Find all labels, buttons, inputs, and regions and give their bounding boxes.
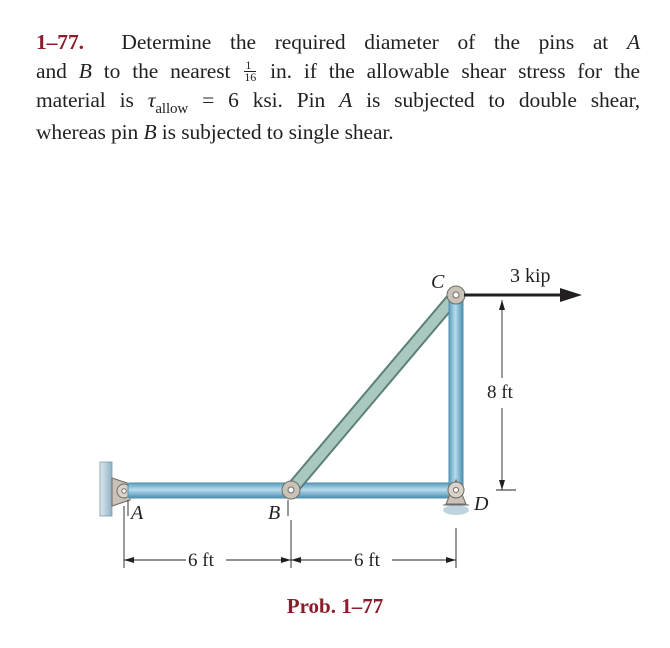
label-A: A bbox=[131, 502, 144, 524]
problem-text-segment: is subjected to single shear. bbox=[161, 120, 394, 144]
span-right-label: 6 ft bbox=[354, 550, 380, 571]
label-B: B bbox=[268, 502, 281, 524]
problem-number: 1–77. bbox=[36, 30, 84, 54]
variable-A: A bbox=[626, 30, 640, 54]
diagonal-member-BC bbox=[291, 295, 456, 490]
span-dimension bbox=[124, 506, 456, 568]
span-left-label: 6 ft bbox=[188, 550, 214, 571]
figure-caption: Prob. 1–77 bbox=[286, 594, 384, 618]
vertical-member-CD bbox=[449, 294, 463, 489]
variable-A: A bbox=[339, 88, 353, 112]
problem-text-segment: material is bbox=[36, 88, 134, 112]
problem-text-segment: is subjected to double shear, bbox=[366, 88, 641, 112]
tau-symbol: τ bbox=[147, 88, 156, 112]
label-C: C bbox=[431, 271, 445, 293]
height-dimension-label: 8 ft bbox=[487, 382, 513, 403]
fraction-denominator: 16 bbox=[244, 69, 257, 84]
fraction-numerator: 1 bbox=[244, 60, 256, 72]
problem-text-segment: whereas pin bbox=[36, 120, 139, 144]
problem-text-segment: in. if the allowable shear stress for the bbox=[270, 59, 640, 83]
problem-text-segment: = 6 ksi. Pin bbox=[202, 88, 326, 112]
pin-B bbox=[282, 481, 300, 499]
pin-C bbox=[447, 286, 465, 304]
tau-subscript: allow bbox=[155, 101, 189, 117]
problem-text-segment: to the nearest bbox=[103, 59, 231, 83]
wall-support-A bbox=[100, 462, 131, 516]
load-label: 3 kip bbox=[510, 265, 551, 287]
problem-text-segment: and bbox=[36, 59, 67, 83]
load-arrow bbox=[464, 288, 582, 302]
variable-B: B bbox=[78, 59, 92, 83]
label-D: D bbox=[474, 493, 489, 515]
problem-text-segment: Determine the required diameter of the pins at bbox=[121, 30, 609, 54]
variable-B: B bbox=[143, 120, 157, 144]
